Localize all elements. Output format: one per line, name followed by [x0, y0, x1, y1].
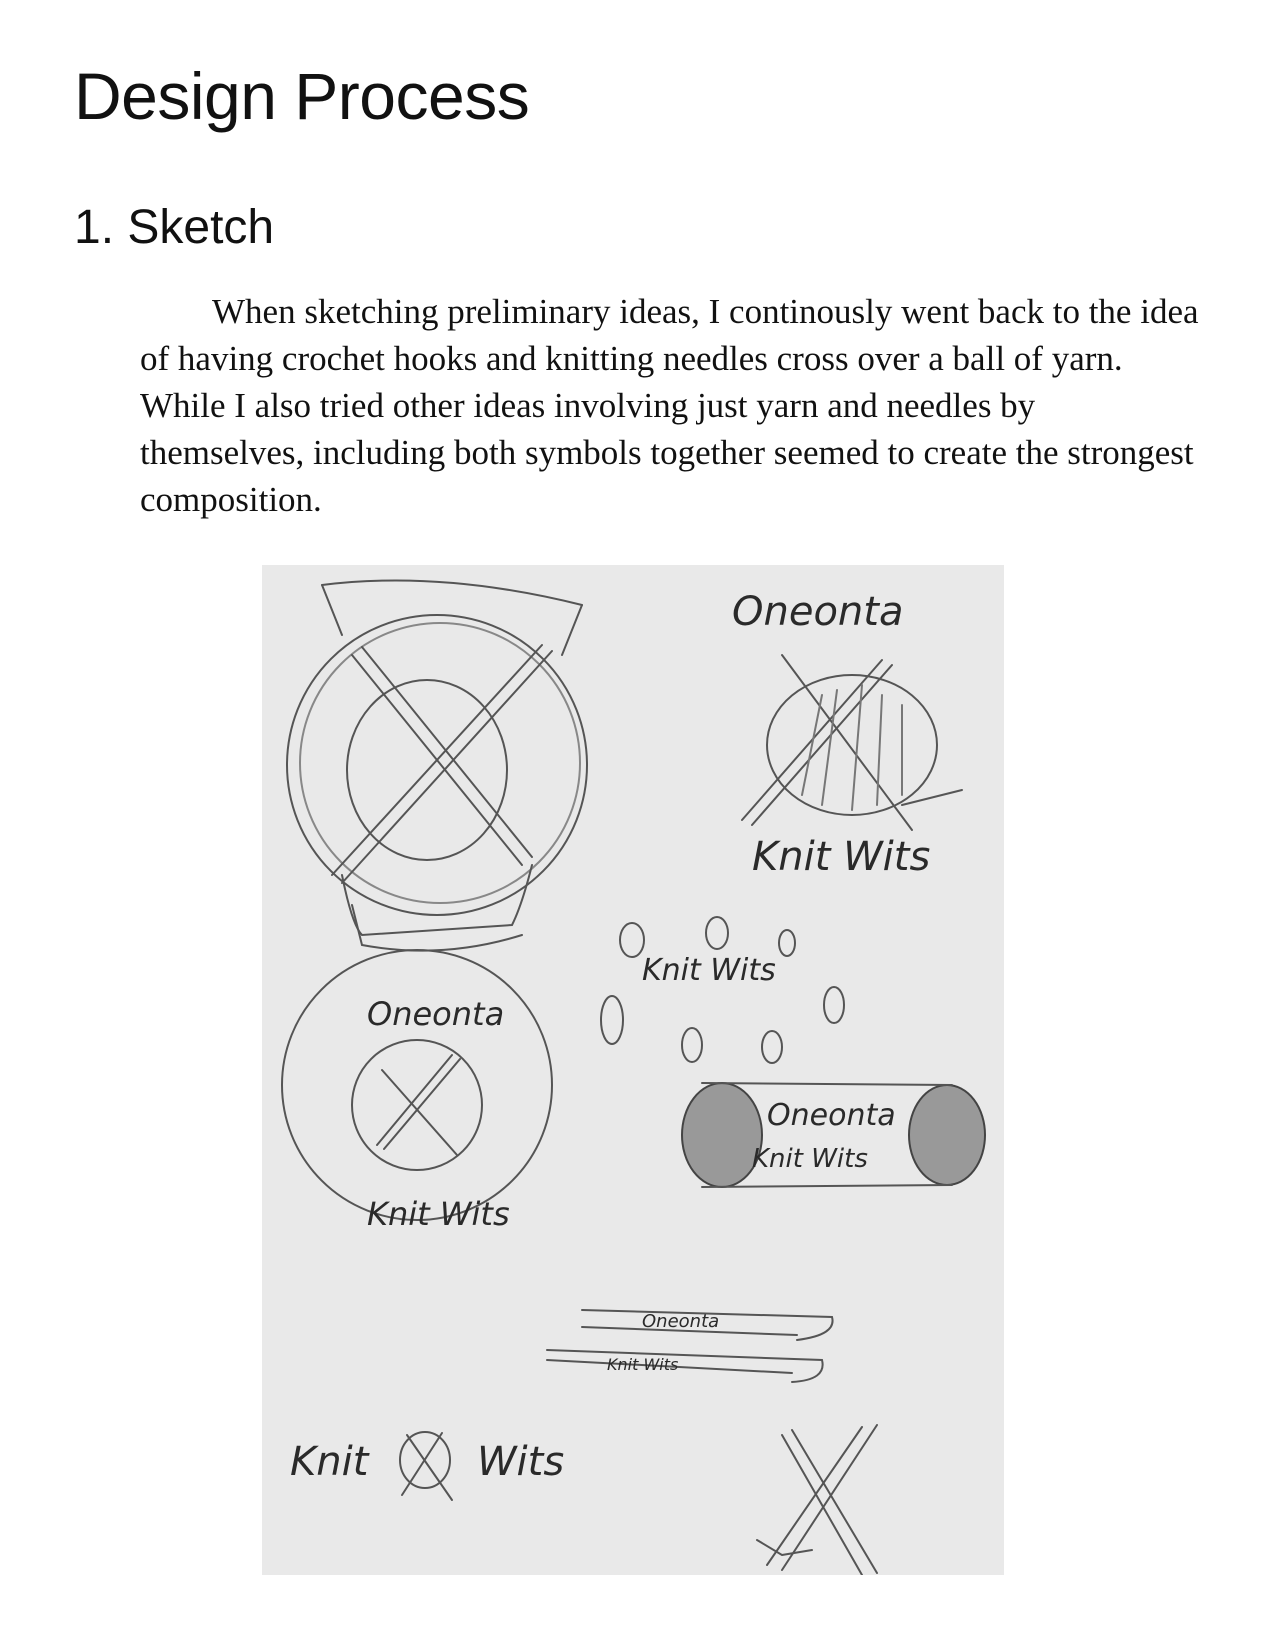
sketch-label-wits: Wits [477, 1439, 565, 1485]
sketch-label-knitwits-5: Knit Wits [607, 1355, 679, 1374]
sketch-label-oneonta-2: Oneonta [367, 995, 505, 1033]
page-title: Design Process [74, 59, 530, 133]
sketch-image [262, 565, 1004, 1575]
sketch-label-knitwits-3: Knit Wits [367, 1195, 510, 1233]
sketch-label-oneonta-4: Oneonta [642, 1311, 720, 1332]
sketch-label-oneonta-3: Oneonta [767, 1098, 896, 1133]
sketch-label-knitwits-2: Knit Wits [642, 953, 776, 988]
sketch-label-knitwits-4: Knit Wits [752, 1144, 868, 1174]
sketch-drawing [262, 565, 1004, 1575]
body-paragraph: When sketching preliminary ideas, I continously went back to the idea of having crochet hooks and knitting needles cross over a ball of yarn. While I also tried other ideas involving just yarn and needles by themselves, including both symbols together seemed to create the strongest composition. [140, 292, 1199, 519]
sketch-label-knit: Knit [290, 1439, 369, 1485]
section-title: 1. Sketch [74, 201, 275, 254]
sketch-label-knitwits-1: Knit Wits [752, 834, 931, 880]
sketch-label-oneonta-1: Oneonta [732, 589, 904, 635]
